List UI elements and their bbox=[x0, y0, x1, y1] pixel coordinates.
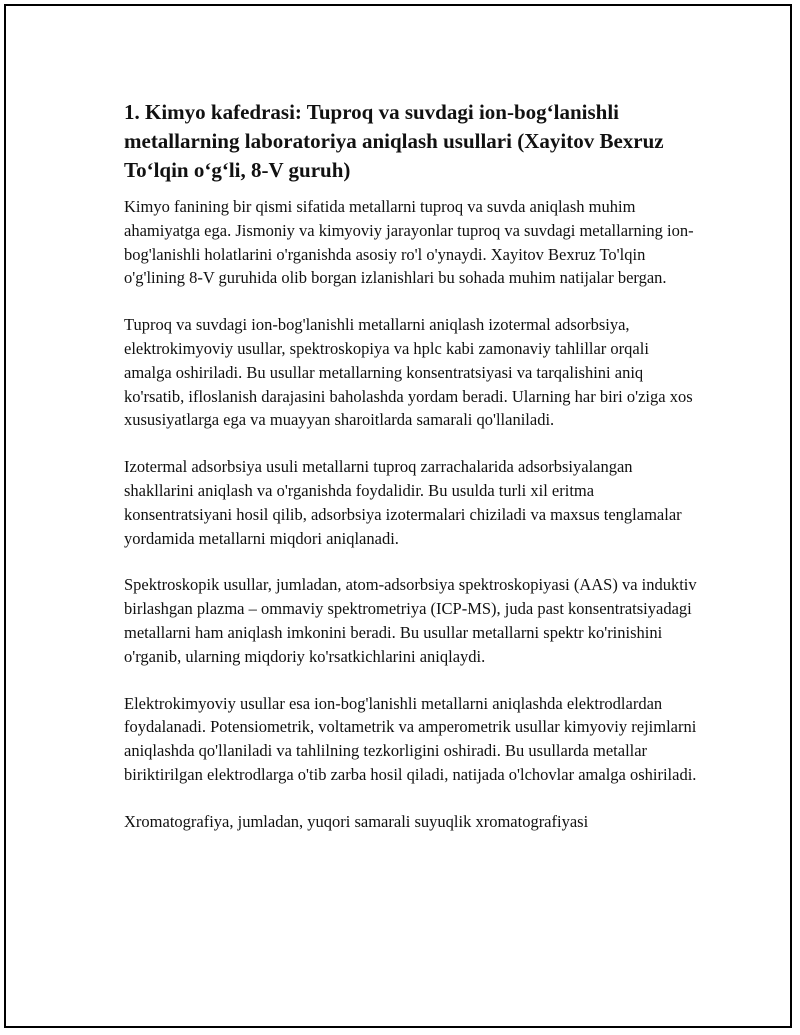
paragraph-spectroscopy: Spektroskopik usullar, jumladan, atom-adsorbsiya spektroskopiyasi (AAS) va induktiv birlashgan plazma – ommaviy spektrometriya (ICP-MS), juda past konsentratsiyadagi metallarni ham aniqlash imkonini beradi. Bu usullar metallarni spektr ko'rinishini o'rganib, ularning miqdoriy ko'rsatkichlarini aniqlaydi. bbox=[124, 575, 697, 666]
paragraph-isothermal-adsorption: Izotermal adsorbsiya usuli metallarni tuproq zarrachalarida adsorbsiyalangan shakllarini aniqlash va o'rganishda foydalidir. Bu usulda turli xil eritma konsentratsiyani hosil qilib, adsorbsiya izotermalari chiziladi va maxsus tenglamalar yordamida metallarni miqdori aniqlanadi. bbox=[124, 457, 682, 548]
document-body bbox=[124, 98, 700, 857]
document-title: 1. Kimyo kafedrasi: Tuproq va suvdagi ion-bog‘lanishli metallarning laboratoriya aniqlash usullari (Xayitov Bexruz To‘lqin o‘g‘li, 8-V guruh) bbox=[124, 100, 664, 182]
paragraph-electrochemistry: Elektrokimyoviy usullar esa ion-bog'lanishli metallarni aniqlashda elektrodlardan foydalanadi. Potensiometrik, voltametrik va amperometrik usullar kimyoviy rejimlarni aniqlashda qo'llaniladi va tahlilning tezkorligini oshiradi. Bu usullarda metallar biriktirilgan elektrodlarga o'tib zarba hosil qiladi, natijada o'lchovlar amalga oshiriladi. bbox=[124, 693, 697, 784]
paragraph-methods-overview: Tuproq va suvdagi ion-bog'lanishli metallarni aniqlash izotermal adsorbsiya, elektrokimyoviy usullar, spektroskopiya va hplc kabi zamonaviy tahlillar orqali amalga oshiriladi. Bu usullar metallarning konsentratsiyasi va tarqalishini aniq ko'rsatib, ifloslanish darajasini baholashda yordam beradi. Ularning har biri o'ziga xos xususiyatlarga ega va muayyan sharoitlarda samarali qo'llaniladi. bbox=[124, 315, 693, 430]
page-frame bbox=[4, 4, 792, 1028]
paragraph-intro: Kimyo fanining bir qismi sifatida metallarni tuproq va suvda aniqlash muhim ahamiyatga ega. Jismoniy va kimyoviy jarayonlar tuproq va suvdagi metallarning ion-bog'lanishli holatlarini o'rganishda asosiy ro'l o'ynaydi. Xayitov Bexruz To'lqin o'g'lining 8-V guruhida olib borgan izlanishlari bu sohada muhim natijalar bergan. bbox=[124, 197, 694, 288]
paragraph-chromatography: Xromatografiya, jumladan, yuqori samarali suyuqlik xromatografiyasi bbox=[124, 811, 589, 831]
